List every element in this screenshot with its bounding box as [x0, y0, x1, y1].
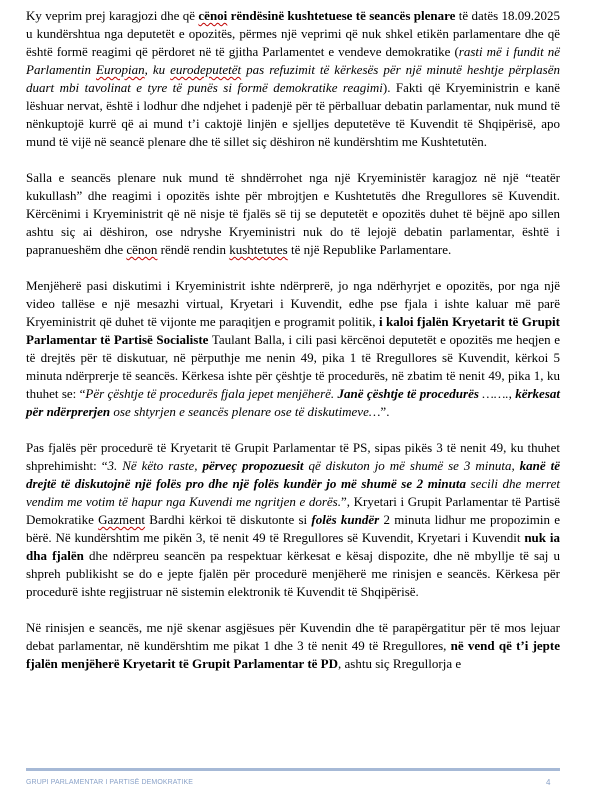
text-run: rasti më i fundit në Parlamentin: [26, 44, 561, 77]
text-run: ose shtyrjen e seancës plenare ose të diskutimeve…: [110, 404, 381, 419]
footer-divider: [26, 768, 560, 771]
document-body: [26, 0, 560, 691]
text-run: kërkesat për ndërprerjen: [26, 386, 560, 419]
text-run: që diskuton jo më shumë se 3 minuta,: [303, 458, 520, 473]
text-run: Europian: [96, 62, 145, 77]
text-run: secili dhe merret vendim me votim të hapur nga Kuvendi me ngritjen e dorës.: [26, 476, 560, 509]
text-run: rëndë rendin: [157, 242, 230, 257]
paragraph-5: [26, 619, 560, 673]
text-run: Taulant Balla, i cili pasi kërcënoi deputetët e opozitës me heqjen e të drejtës për të diskutuar, në përputhje me nenin 49, pika 1 të Rregullores së Kuvendit, kërkoi 5 minuta ndërprerje të seancës. Kërkesa ishte për çështje të procedurës, në zbatim të nenit 49, pika 1, ku thuhet se: “: [26, 332, 560, 401]
text-run: Gazment: [98, 512, 146, 527]
text-run: Janë çështje të procedurës: [337, 386, 479, 401]
paragraph-4: [26, 439, 560, 601]
text-run: ”.: [380, 404, 390, 419]
text-run: të një Republike Parlamentare.: [287, 242, 452, 257]
text-run: pas refuzimit të kërkesës për një minutë heshtje përplasën duart mbi tavolinat e tyre të punës si formë demokratike reagimi: [26, 62, 560, 95]
text-run: i kaloi fjalën Kryetarit të Grupit Parlamentar të Partisë Socialiste: [26, 314, 560, 347]
text-run: 2 minuta lidhur me propozimin e bërë. Në kundërshtim me pikën 3, të nenit 49 të Rregullores së Kuvendit, Kryetari i Kuvendit: [26, 512, 560, 545]
paragraph-1: [26, 7, 560, 151]
text-run: , ashtu siç Rregullorja e: [338, 656, 462, 671]
paragraph-3: [26, 277, 560, 421]
text-run: 3. Në këto raste,: [107, 458, 203, 473]
text-run: Ky veprim prej karagjozi dhe që: [26, 8, 199, 23]
text-run: …….,: [478, 386, 516, 401]
text-run: nuk ia dha fjalën: [26, 530, 560, 563]
text-run: ). Fakti që Kryeministrin e kanë lëshuar nervat, është i lodhur dhe ndjehet i padenjë për të përballuar debatin parlamentar, nuk mund të nënkuptojë kurrë që ai mund t’i caktojë linjën e sjelljes deputetëve të Kuvendit të Shqipërisë, apo mund të vijë në seancë plenare dhe të sillet siç dëshiron në kundërshtim me Kushtetutën.: [26, 80, 560, 149]
page-number: 4: [546, 778, 551, 787]
footer-label: GRUPI PARLAMENTAR I PARTISË DEMOKRATIKE: [26, 779, 194, 786]
text-run: eurodeputetët: [170, 62, 242, 77]
text-run: rëndësinë kushtetuese të seancës plenare: [227, 8, 456, 23]
text-run: Pas fjalës për procedurë të Kryetarit të Grupit Parlamentar të PS, sipas pikës 3 të nenit 49, ku thuhet shprehimisht: “: [26, 440, 560, 473]
text-run: cënon: [126, 242, 158, 257]
text-run: Në rinisjen e seancës, me një skenar asgjësues për Kuvendin dhe të parapërgatitur për të mos lejuar debat parlamentar, në kundërshtim me pikat 1 dhe 3 të nenit 49 të Rregullores,: [26, 620, 560, 653]
text-run: Për çështje të procedurës fjala jepet menjëherë.: [85, 386, 338, 401]
text-run: folës kundër: [311, 512, 380, 527]
text-run: Salla e seancës plenare nuk mund të shndërrohet nga një Kryeministër karagjoz në një “teatër kukullash” dhe reagimi i opozitës ishte për mbrojtjen e Kushtetutës dhe Rregullores së Kuvendit. Kërcënimi i Kryeministrit që në nisje të fjalës së tij se deputetët e opozitës duhet të bëjnë apo sillen ashtu siç ai dëshiron, ose ndryshe Kryeministri nuk do të lejojë debatin parlamentar, është i papranueshëm dhe: [26, 170, 560, 257]
text-run: ”, Kryetari i Grupit Parlamentar të Partisë Demokratike: [26, 494, 561, 527]
paragraph-2: [26, 169, 560, 259]
text-run: , ku: [144, 62, 171, 77]
text-run: të datës 18.09.2025 u kundërshtua nga deputetët e opozitës, përmes një veprimi që nuk shkel etikën parlamentare dhe që është formë reagimi që përdoret në të gjitha Parlamentet e vendeve demokratike (: [26, 8, 561, 59]
text-run: Menjëherë pasi diskutimi i Kryeministrit ishte ndërprerë, jo nga ndërhyrjet e opozitës, por nga një video tallëse e një mesazhi virtual, Kryetari i Kuvendit, edhe pse fjala i ishte kaluar më parë Kryeministrit që duhet të vijonte me paraqitjen e programit politik,: [26, 278, 560, 329]
text-run: përveç propozuesit: [202, 458, 304, 473]
text-run: në vend që t’i jepte fjalën menjëherë Kryetarit të Grupit Parlamentar të PD: [26, 638, 560, 671]
text-run: dhe ndërpreu seancën pa respektuar kërkesat e kësaj dispozite, dhe në mbyllje të saj u shpreh publikisht se do e jepte fjalën për procedurë menjëherë me rinisjen e seancës. Kërkesa për procedurë ishte regjistruar në sistemin elektronik të Kuvendit të Shqipërisë.: [26, 548, 560, 599]
text-run: cënoi: [198, 8, 228, 23]
text-run: kushtetutes: [229, 242, 288, 257]
text-run: Bardhi kërkoi të diskutonte si: [145, 512, 312, 527]
text-run: kanë të drejtë të diskutojnë një folës pro dhe një folës kundër jo më shumë se 2 minuta: [26, 458, 561, 491]
